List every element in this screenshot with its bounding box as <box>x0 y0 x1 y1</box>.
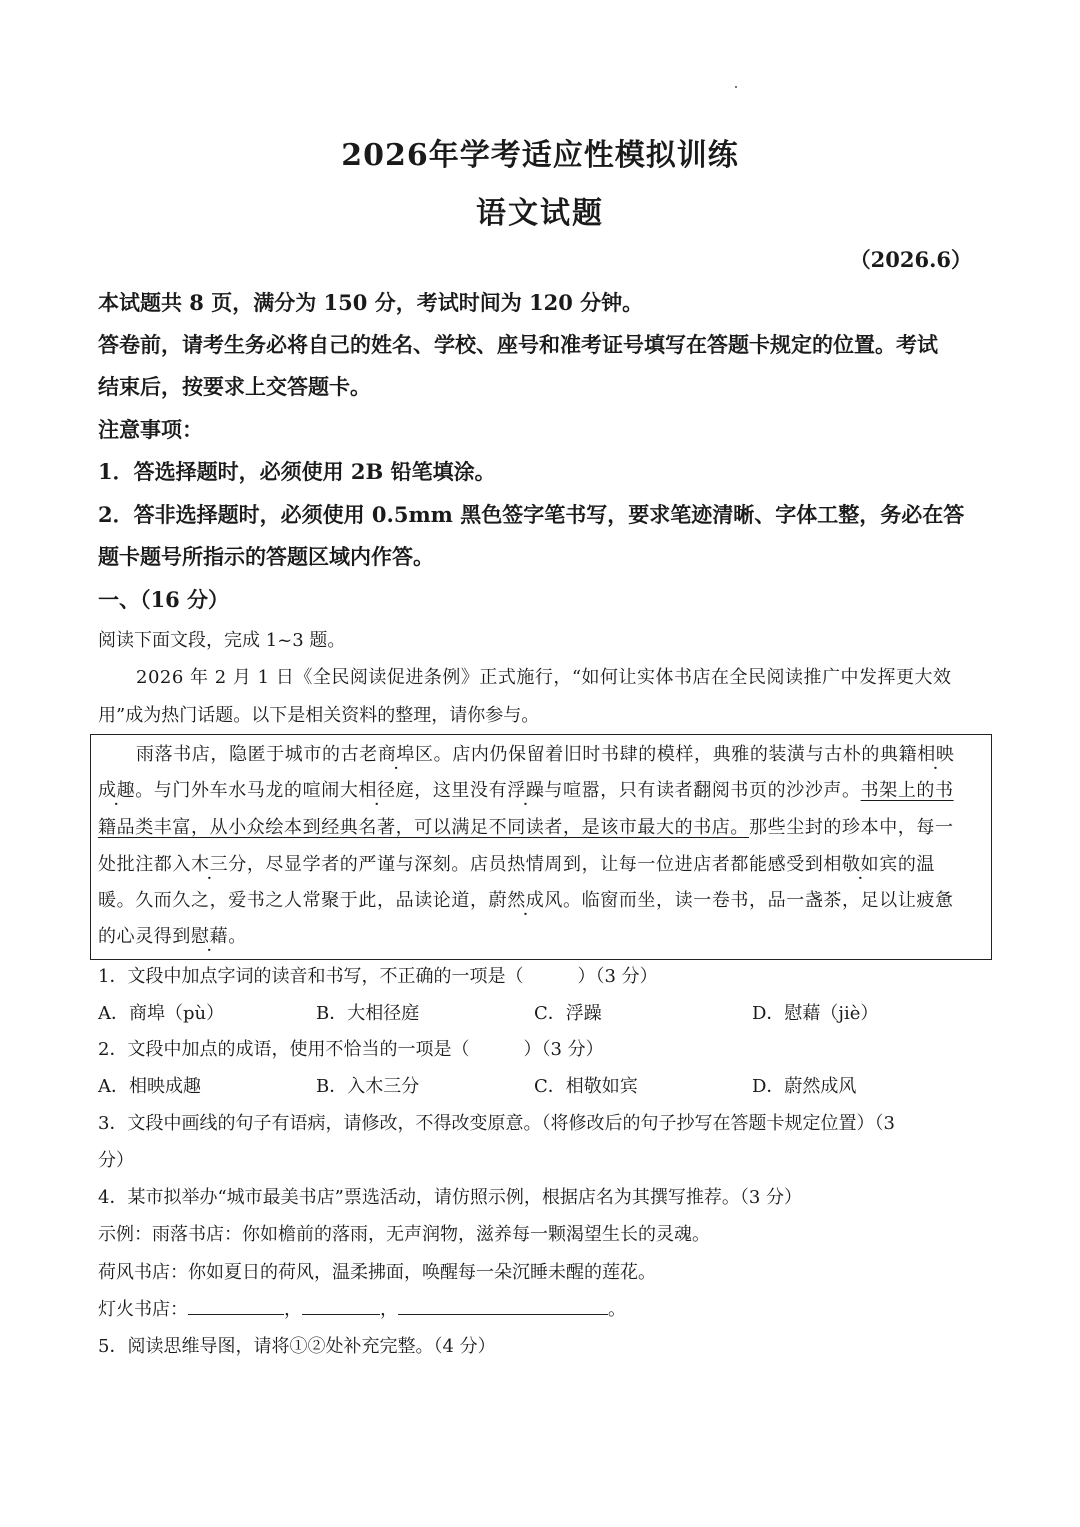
exam-title: 2026年学考适应性模拟训练 <box>341 138 739 173</box>
note-item: 2．答非选择题时，必须使用 0.5mm 黑色签字笔书写，要求笔迹清晰、字体工整，务必在答 <box>98 502 965 527</box>
exam-subtitle: 语文试题 <box>476 196 604 231</box>
section-lead: 阅读下面文段，完成 1~3 题。 <box>98 630 346 651</box>
q4-example-2: 荷风书店：你如夏日的荷风，温柔拂面，唤醒每一朵沉睡未醒的莲花。 <box>98 1262 656 1283</box>
q4-example: 示例：雨落书店：你如檐前的落雨，无声润物，滋养每一颗渴望生长的灵魂。 <box>98 1224 710 1245</box>
question-1: 1．文段中加点字词的读音和书写，不正确的一项是（ ）（3 分） <box>98 966 658 987</box>
question-5: 5．阅读思维导图，请将①②处补充完整。（4 分） <box>98 1336 496 1357</box>
passage-line: 暖。久而久之，爱书之人常聚于此，品读论道，蔚然成风。临窗而坐，读一卷书，品一盏茶，足以让疲惫 <box>98 890 954 911</box>
section-intro: 2026 年 2 月 1 日《全民阅读促进条例》正式施行，“如何让实体书店在全民阅读推广中发挥更大效 <box>136 667 952 688</box>
instruction-line: 本试题共 8 页，满分为 150 分，考试时间为 120 分钟。 <box>98 290 644 315</box>
section-heading: 一、（16 分） <box>98 587 230 612</box>
q2-option-d[interactable]: D．蔚然成风 <box>752 1076 857 1097</box>
q2-option-b[interactable]: B．入木三分 <box>316 1076 420 1097</box>
passage-line: 雨落书店，隐匿于城市的古老商埠区。店内仍保留着旧时书肆的模样，典雅的装潢与古朴的典籍相映 <box>136 744 955 765</box>
exam-date: （2026.6） <box>849 247 972 272</box>
q1-option-c[interactable]: C．浮躁 <box>534 1003 602 1024</box>
q1-option-a[interactable]: A．商埠（pù） <box>98 1003 225 1024</box>
passage-line: 成趣。与门外车水马龙的喧闹大相径庭，这里没有浮躁与喧嚣，只有读者翻阅书页的沙沙声。书架上的书 <box>98 780 954 801</box>
instruction-line: 答卷前，请考生务必将自己的姓名、学校、座号和准考证号填写在答题卡规定的位置。考试 <box>98 332 938 357</box>
answer-blank-3[interactable] <box>398 1296 608 1315</box>
passage-line: 籍品类丰富，从小众绘本到经典名著，可以满足不同读者，是该市最大的书店。那些尘封的珍本中，每一 <box>98 817 954 838</box>
note-item: 1．答选择题时，必须使用 2B 铅笔填涂。 <box>98 459 496 484</box>
notes-title: 注意事项： <box>98 417 203 442</box>
scan-mark <box>735 86 737 88</box>
q2-option-c[interactable]: C．相敬如宾 <box>534 1076 638 1097</box>
passage-line: 的心灵得到慰藉。 <box>98 926 247 947</box>
question-2: 2．文段中加点的成语，使用不恰当的一项是（ ）（3 分） <box>98 1039 604 1060</box>
q1-option-d[interactable]: D．慰藉（jiè） <box>752 1003 879 1024</box>
question-3: 3．文段中画线的句子有语病，请修改，不得改变原意。（将修改后的句子抄写在答题卡规定位置）（3 <box>98 1113 895 1134</box>
q4-answer-line: 灯火书店： ， ， 。 <box>98 1295 626 1321</box>
q1-option-b[interactable]: B．大相径庭 <box>316 1003 420 1024</box>
passage-line: 处批注都入木三分，尽显学者的严谨与深刻。店员热情周到，让每一位进店者都能感受到相敬如宾的温 <box>98 854 936 875</box>
question-3-cont: 分） <box>98 1150 134 1171</box>
section-intro: 用”成为热门话题。以下是相关资料的整理，请你参与。 <box>98 705 540 726</box>
q2-option-a[interactable]: A．相映成趣 <box>98 1076 201 1097</box>
instruction-line: 结束后，按要求上交答题卡。 <box>98 374 371 399</box>
question-4: 4．某市拟举办“城市最美书店”票选活动，请仿照示例，根据店名为其撰写推荐。（3 分） <box>98 1187 803 1208</box>
answer-blank-2[interactable] <box>302 1296 380 1315</box>
answer-blank-1[interactable] <box>188 1296 284 1315</box>
note-item: 题卡题号所指示的答题区域内作答。 <box>98 544 434 569</box>
